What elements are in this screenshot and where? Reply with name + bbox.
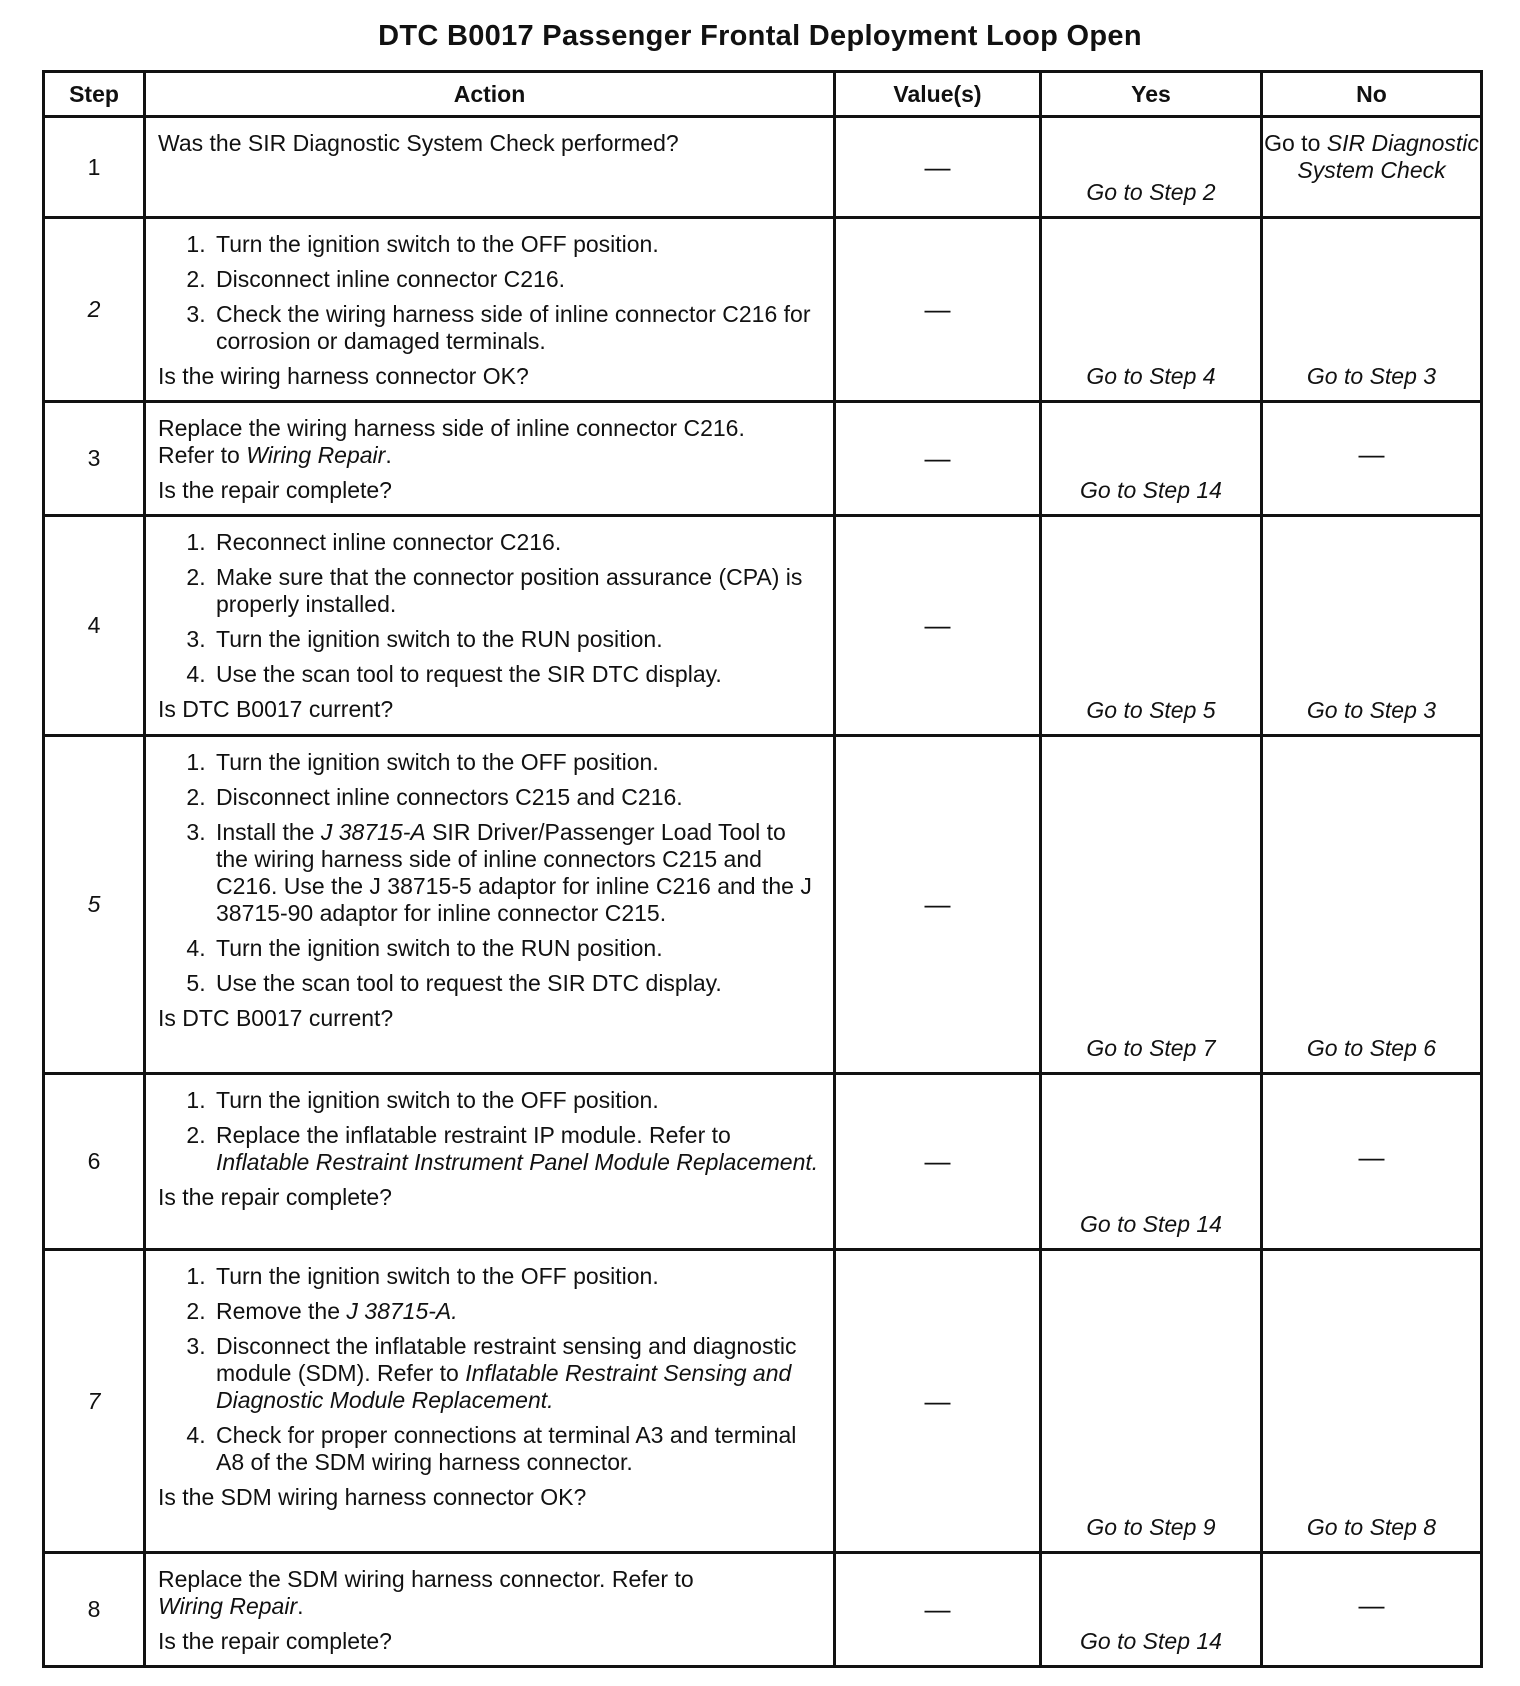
value-cell: — [835, 402, 1041, 516]
yes-cell: Go to Step 5 [1041, 516, 1262, 736]
action-question: Is the repair complete? [158, 477, 392, 503]
refer-link: Inflatable Restraint Sensing and Diagnostic Module Replacement [216, 1360, 792, 1413]
header-step: Step [44, 72, 145, 117]
no-cell: Go to Step 3 [1262, 516, 1482, 736]
action-question: Is the wiring harness connector OK? [158, 363, 529, 389]
list-item: 4. Check for proper connections at terminal A3 and terminal A8 of the SDM wiring harness connector. [212, 1422, 821, 1476]
list-item: 4. Turn the ignition switch to the RUN position. [212, 935, 821, 962]
list-item: 3. Disconnect the inflatable restraint sensing and diagnostic module (SDM). Refer to Inflatable Restraint Sensing and Diagnostic Module Replacement. [212, 1333, 821, 1414]
action-text: Replace the wiring harness side of inline connector C216. Refer to Wiring Repair. [158, 415, 745, 468]
action-question: Is the SDM wiring harness connector OK? [158, 1484, 587, 1510]
step-number: 3 [44, 402, 145, 516]
action-list [158, 529, 821, 688]
no-cell: — [1262, 1074, 1482, 1250]
action-list [158, 231, 821, 355]
value-cell: — [835, 736, 1041, 1074]
header-no: No [1262, 72, 1482, 117]
action-list [158, 749, 821, 997]
yes-cell: Go to Step 14 [1041, 402, 1262, 516]
action-question: Is the repair complete? [158, 1184, 392, 1210]
page-title: DTC B0017 Passenger Frontal Deployment Loop Open [378, 20, 1142, 52]
action-cell [145, 117, 835, 218]
list-item: 1. Reconnect inline connector C216. [212, 529, 821, 556]
step-number: 6 [44, 1074, 145, 1250]
yes-cell: Go to Step 9 [1041, 1250, 1262, 1553]
step-number: 1 [44, 117, 145, 218]
list-item: 3. Turn the ignition switch to the RUN position. [212, 626, 821, 653]
action-line: Replace the wiring harness side of inline connector C216. [158, 415, 745, 441]
list-item: 3. Check the wiring harness side of inline connector C216 for corrosion or damaged terminals. [212, 301, 821, 355]
value-cell: — [835, 1553, 1041, 1667]
table-row [44, 736, 1482, 1074]
value-cell: — [835, 516, 1041, 736]
table-header-row [44, 72, 1482, 117]
table-row [44, 402, 1482, 516]
step-number: 5 [44, 736, 145, 1074]
action-question: Is DTC B0017 current? [158, 1005, 394, 1031]
item-text: Disconnect the inflatable restraint sensing and diagnostic module (SDM). Refer to [216, 1333, 797, 1386]
table-row [44, 1250, 1482, 1553]
list-item: 2. Remove the J 38715-A. [212, 1298, 821, 1325]
no-cell: Go to Step 3 [1262, 218, 1482, 402]
list-item: 1. Turn the ignition switch to the OFF position. [212, 231, 821, 258]
yes-cell: Go to Step 2 [1041, 117, 1262, 218]
refer-prefix: Refer to [158, 442, 247, 468]
header-yes: Yes [1041, 72, 1262, 117]
action-cell [145, 1250, 835, 1553]
list-item: 5. Use the scan tool to request the SIR DTC display. [212, 970, 821, 997]
step-number: 8 [44, 1553, 145, 1667]
list-item: 2. Disconnect inline connectors C215 and C216. [212, 784, 821, 811]
table-row [44, 1553, 1482, 1667]
no-cell [1262, 117, 1482, 218]
yes-cell: Go to Step 14 [1041, 1553, 1262, 1667]
action-cell [145, 736, 835, 1074]
list-item: 1. Turn the ignition switch to the OFF position. [212, 1087, 821, 1114]
yes-cell: Go to Step 4 [1041, 218, 1262, 402]
action-cell [145, 218, 835, 402]
yes-cell: Go to Step 14 [1041, 1074, 1262, 1250]
item-text: Install the [216, 819, 321, 845]
list-item: 4. Use the scan tool to request the SIR DTC display. [212, 661, 821, 688]
yes-cell: Go to Step 7 [1041, 736, 1262, 1074]
action-cell [145, 402, 835, 516]
action-cell [145, 1074, 835, 1250]
refer-link: Inflatable Restraint Instrument Panel Module Replacement [216, 1149, 812, 1175]
table-row [44, 218, 1482, 402]
no-cell: Go to Step 8 [1262, 1250, 1482, 1553]
action-list [158, 1263, 821, 1476]
action-text: Replace the SDM wiring harness connector. Refer to Wiring Repair. [158, 1566, 694, 1619]
step-number: 2 [44, 218, 145, 402]
no-cell: — [1262, 402, 1482, 516]
action-cell [145, 516, 835, 736]
action-text: Was the SIR Diagnostic System Check performed? [158, 130, 679, 156]
diagnostic-table [42, 70, 1483, 1668]
list-item: 1. Turn the ignition switch to the OFF position. [212, 1263, 821, 1290]
list-item: 1. Turn the ignition switch to the OFF position. [212, 749, 821, 776]
header-values: Value(s) [835, 72, 1041, 117]
value-cell: — [835, 1074, 1041, 1250]
action-line: Replace the SDM wiring harness connector. Refer to [158, 1566, 694, 1592]
table-row [44, 1074, 1482, 1250]
list-item: 2. Disconnect inline connector C216. [212, 266, 821, 293]
table-row [44, 516, 1482, 736]
no-cell: — [1262, 1553, 1482, 1667]
tool-name: J 38715-A [346, 1298, 452, 1324]
header-action: Action [145, 72, 835, 117]
value-cell: — [835, 117, 1041, 218]
list-item: 2. Make sure that the connector position assurance (CPA) is properly installed. [212, 564, 821, 618]
table-row [44, 117, 1482, 218]
action-cell [145, 1553, 835, 1667]
list-item [212, 819, 821, 927]
action-list [158, 1087, 821, 1176]
value-cell: — [835, 1250, 1041, 1553]
item-text: Remove the [216, 1298, 347, 1324]
no-reference: SIR Diagnostic System Check [1297, 130, 1479, 183]
step-number: 7 [44, 1250, 145, 1553]
no-prefix: Go to [1264, 130, 1327, 156]
refer-link: Wiring Repair [246, 442, 386, 468]
action-question: Is DTC B0017 current? [158, 696, 394, 722]
tool-name: J 38715-A [320, 819, 426, 845]
refer-link: Wiring Repair [158, 1593, 298, 1619]
item-text: Replace the inflatable restraint IP module. Refer to [216, 1122, 731, 1148]
value-cell: — [835, 218, 1041, 402]
list-item: 2. Replace the inflatable restraint IP module. Refer to Inflatable Restraint Instrument Panel Module Replacement. [212, 1122, 821, 1176]
no-cell: Go to Step 6 [1262, 736, 1482, 1074]
step-number: 4 [44, 516, 145, 736]
action-question: Is the repair complete? [158, 1628, 392, 1654]
item-text: SIR Driver/Passenger Load Tool to the wiring harness side of inline connectors C215 and C216. Use the J 38715-5 adaptor for inline C216 and the J 38715-90 adaptor for inline connector C215. [216, 819, 812, 926]
